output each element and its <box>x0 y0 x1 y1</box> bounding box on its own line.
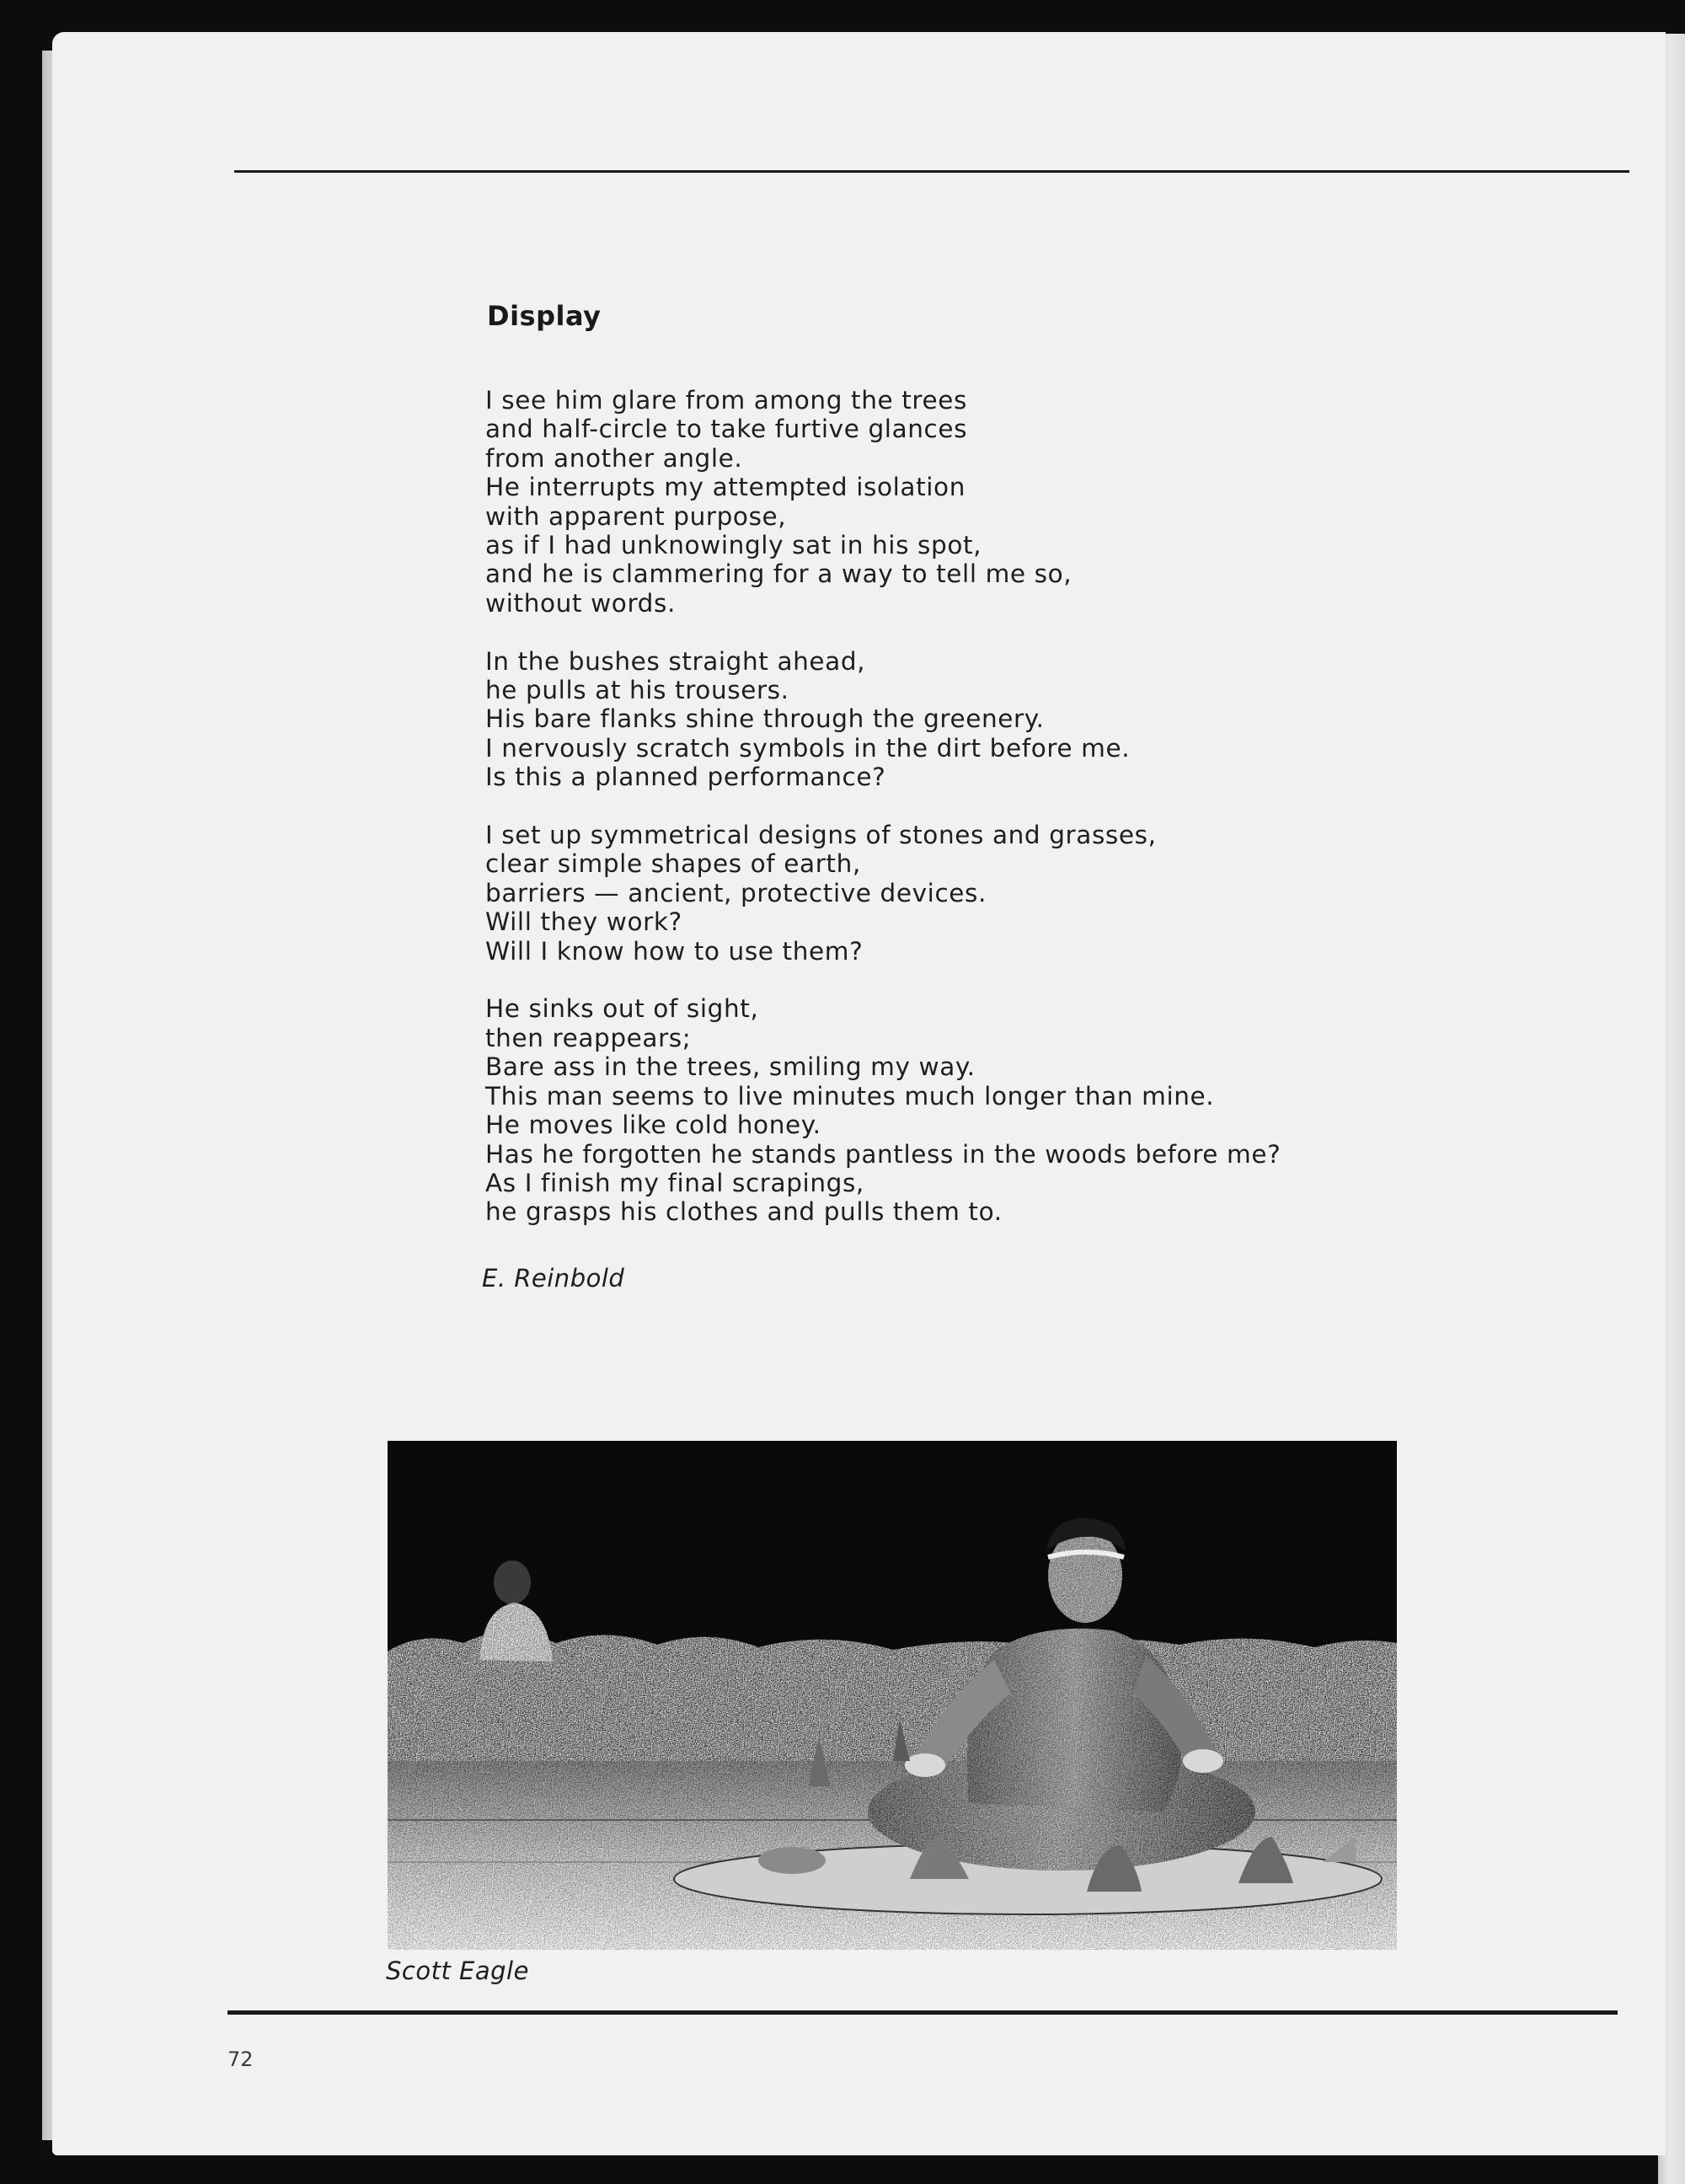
poem-line: Will I know how to use them? <box>485 936 864 966</box>
poem-line: then reappears; <box>485 1023 692 1052</box>
poem-line: he pulls at his trousers. <box>485 676 789 705</box>
poem-stanza <box>485 386 1328 618</box>
poem-line: and he is clammering for a way to tell me so, <box>485 559 1073 589</box>
poem-line: Has he forgotten he stands pantless in the woods before me? <box>485 1139 1281 1169</box>
poem-line: He moves like cold honey. <box>485 1111 821 1140</box>
poem-stanza <box>485 994 1328 1226</box>
poem-author: E. Reinbold <box>482 1264 625 1293</box>
poem-line: I see him glare from among the trees <box>485 386 967 415</box>
poem-line: He sinks out of sight, <box>485 994 759 1024</box>
poem-line: and half-circle to take furtive glances <box>485 415 968 444</box>
poem-line: with apparent purpose, <box>485 501 787 531</box>
poem-line: As I finish my final scrapings, <box>485 1168 864 1197</box>
poem-line: His bare flanks shine through the greenery. <box>485 704 1045 734</box>
poem-line: I nervously scratch symbols in the dirt before me. <box>485 733 1131 763</box>
stippled-illustration <box>388 1441 1397 1950</box>
poem-line: barriers — ancient, protective devices. <box>485 878 987 907</box>
page-number: 72 <box>227 2048 254 2071</box>
poem-line: he grasps his clothes and pulls them to. <box>485 1197 1003 1227</box>
poem-line: He interrupts my attempted isolation <box>485 473 966 502</box>
poem-line: This man seems to live minutes much longer than mine. <box>485 1081 1215 1111</box>
top-rule <box>234 170 1629 173</box>
poem-line: Is this a planned performance? <box>485 763 886 792</box>
illustration-credit: Scott Eagle <box>386 1956 529 1985</box>
poem-line: from another angle. <box>485 443 743 473</box>
poem-title: Display <box>487 300 602 332</box>
poem-line: Will they work? <box>485 907 682 937</box>
poem-body <box>485 386 1328 1227</box>
poem-stanza <box>485 647 1328 792</box>
poem-line: without words. <box>485 588 676 618</box>
poem-stanza <box>485 821 1328 966</box>
poem-line: I set up symmetrical designs of stones and grasses, <box>485 821 1157 850</box>
poem-line: Bare ass in the trees, smiling my way. <box>485 1052 976 1082</box>
poem-line: as if I had unknowingly sat in his spot, <box>485 531 982 560</box>
poem-line: clear simple shapes of earth, <box>485 849 861 879</box>
poem-line: In the bushes straight ahead, <box>485 646 866 676</box>
bottom-rule <box>227 2010 1618 2015</box>
